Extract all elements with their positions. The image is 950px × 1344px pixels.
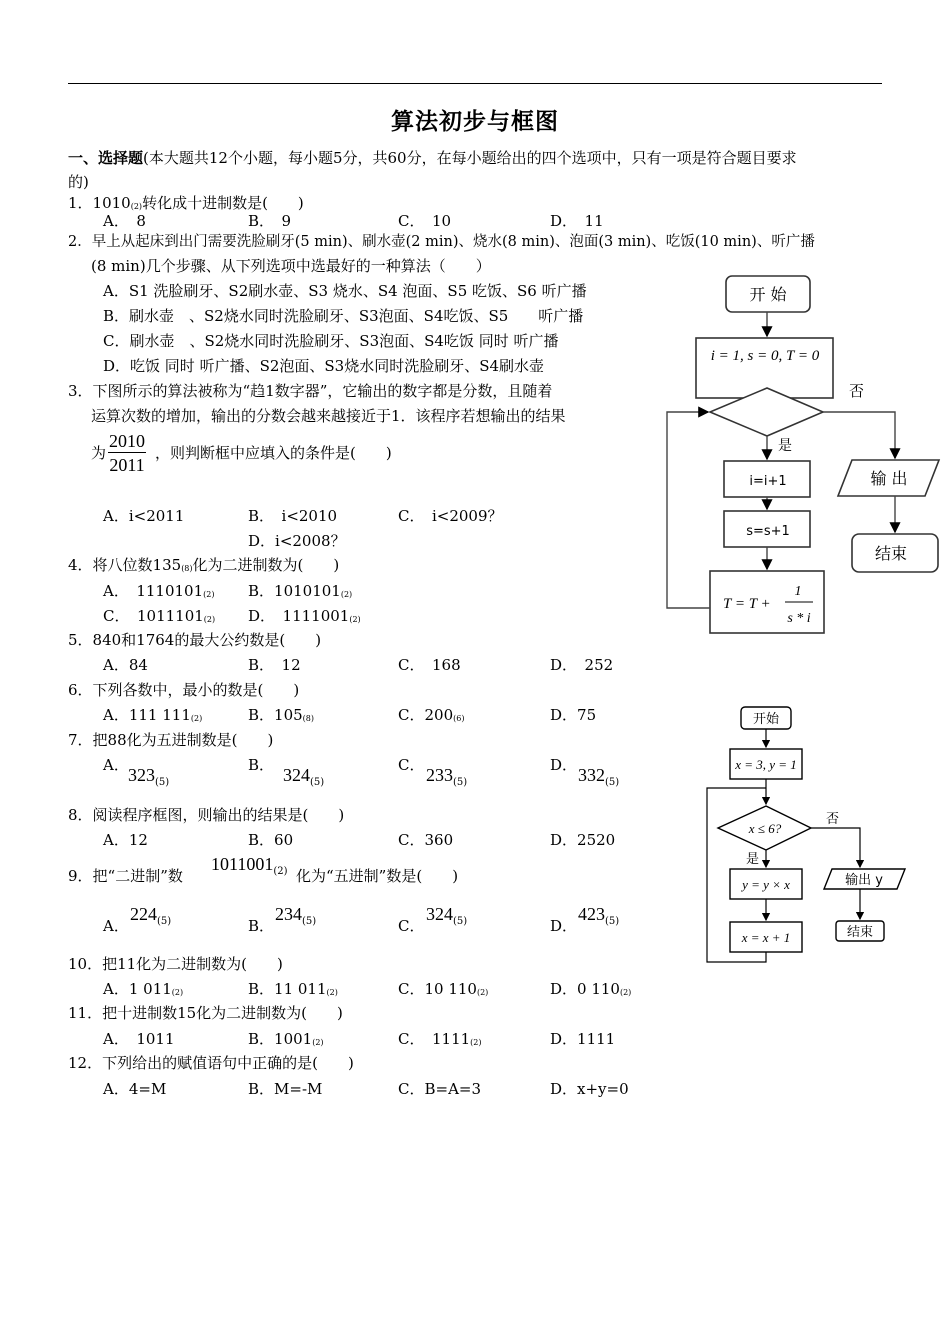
fc2-output-label: 输出 y <box>845 873 883 888</box>
q3-option-a: A．i<2011 <box>103 507 185 525</box>
q7-option-a-sub: (5) <box>155 777 170 788</box>
q9-binary-sub: (2) <box>273 866 288 877</box>
q7-option-c-value <box>426 765 467 793</box>
q1-option-c: C． 10 <box>398 212 452 230</box>
q9-option-d-sub: (5) <box>605 916 620 927</box>
fc2-end-label: 结束 <box>846 925 874 940</box>
fc1-i-label: i=i+1 <box>749 474 787 489</box>
q8-option-d: D．2520 <box>550 831 616 849</box>
q4-option-d-sub: (2) <box>349 615 361 624</box>
q12-option-a: A．4=M <box>103 1080 167 1098</box>
q9-option-a-num: 224 <box>130 904 157 924</box>
q10-option-b <box>248 979 338 1003</box>
q12-option-b: B．M=-M <box>248 1080 323 1098</box>
q8-question: 8．阅读程序框图，则输出的结果是( ) <box>68 806 345 824</box>
q9-option-a-sub: (5) <box>157 916 172 927</box>
q8-option-a: A．12 <box>103 831 148 849</box>
section-head: 一、选择题 <box>68 149 144 167</box>
q3-option-c: C． i<2009？ <box>398 507 503 525</box>
fc2-y-label: y = y × x <box>742 877 790 892</box>
q2-option-d: D．吃饭 同时 听广播、S2泡面、S3烧水同时洗脸刷牙、S4刷水壶 <box>103 357 545 375</box>
q11-option-a: A． 1011 <box>103 1030 175 1048</box>
q9-option-c-sub: (5) <box>453 916 468 927</box>
q2-line-1: 2．早上从起床到出门需要洗脸刷牙(5 min)、刷水壶(2 min)、烧水(8 min)、泡面(3 min)、吃饭(10 min)、听广播 <box>68 234 815 250</box>
q10-option-b-sub: (2) <box>326 988 338 997</box>
q9-option-a-label: A． <box>103 917 129 935</box>
q9-option-a-value <box>130 904 171 932</box>
q9-option-c-label: C． <box>398 917 425 935</box>
fc1-no-label: 否 <box>849 382 865 400</box>
flowchart-q8 <box>700 700 915 970</box>
fc2-yes-label: 是 <box>746 852 760 867</box>
q4-option-a <box>103 581 214 605</box>
fc1-formula-num: 1 <box>794 584 802 599</box>
q5-option-b: B． 12 <box>248 656 301 674</box>
q11-option-c-sub: (2) <box>470 1038 482 1047</box>
fc1-formula-lhs: T = T + <box>723 596 771 612</box>
q3-line-3b: ，则判断框中应填入的条件是( ) <box>155 444 392 462</box>
q1-option-a: A． 8 <box>103 212 146 230</box>
q11-option-b-text: B．1001 <box>248 1030 313 1048</box>
q10-option-c-text: C．10 110 <box>398 980 477 998</box>
q9-option-c-num: 324 <box>426 904 453 924</box>
q10-option-d-text: D．0 110 <box>550 980 620 998</box>
q4-option-b-sub: (2) <box>340 590 353 599</box>
q7-option-d-value <box>578 765 619 793</box>
q6-option-c-text: C．200 <box>398 706 454 724</box>
q2-option-c: C．刷水壶 、S2烧水同时洗脸刷牙、S3泡面、S4吃饭 同时 听广播 <box>103 332 559 350</box>
q7-option-a-value <box>128 765 169 793</box>
page-title: 算法初步与框图 <box>391 109 559 135</box>
q9-binary-num: 1011001 <box>211 854 274 874</box>
q6-option-d: D．75 <box>550 706 597 724</box>
q2-option-b: B．刷水壶 、S2烧水同时洗脸刷牙、S3泡面、S4吃饭、S5 听广播 <box>103 307 584 325</box>
fc1-end-label: 结束 <box>874 544 908 563</box>
q7-option-c-num: 233 <box>426 765 453 785</box>
q9-option-b-label: B． <box>248 917 275 935</box>
q4-option-b <box>248 581 352 605</box>
q10-question: 10．把11化为二进制数为( ) <box>68 955 283 973</box>
q10-option-c <box>398 979 488 1003</box>
section-heading <box>68 148 797 168</box>
q11-option-c <box>398 1029 482 1053</box>
section-note-1: (本大题共12个小题，每小题5分，共60分，在每小题给出的四个选项中，只有一项是符合题目要求 <box>143 149 797 167</box>
q1-text-b: 转化成十进制数是( ) <box>142 194 304 212</box>
question-4 <box>68 555 339 579</box>
q7-option-b-value <box>283 765 324 793</box>
q6-option-b-text: B．105 <box>248 706 303 724</box>
q6-option-a-text: A．111 111 <box>103 706 191 724</box>
q10-option-b-text: B．11 011 <box>248 980 327 998</box>
q12-question: 12．下列给出的赋值语句中正确的是( ) <box>68 1054 354 1072</box>
q4-option-d-text: D． 1111001 <box>248 607 350 625</box>
q7-option-b-sub: (5) <box>310 777 325 788</box>
q4-text-a: 4．将八位数135 <box>68 556 182 574</box>
q4-option-b-text: B．1010101 <box>248 582 341 600</box>
q9-option-c-value <box>426 904 467 932</box>
q11-option-b <box>248 1029 324 1053</box>
q12-option-d: D．x+y=0 <box>550 1080 629 1098</box>
q10-option-a-text: A．1 011 <box>103 980 172 998</box>
q6-option-b-sub: (8) <box>302 714 314 723</box>
q10-option-a <box>103 979 183 1003</box>
fc2-no-label: 否 <box>826 812 840 827</box>
q9-option-d-value <box>578 904 619 932</box>
q9-option-d-num: 423 <box>578 904 605 924</box>
q10-option-d-sub: (2) <box>619 988 632 997</box>
q5-option-d: D． 252 <box>550 656 614 674</box>
fc1-yes-label: 是 <box>778 438 792 454</box>
q4-sub: (8) <box>181 564 193 573</box>
section-note-2: 的) <box>68 173 89 191</box>
q1-option-b: B． 9 <box>248 212 292 230</box>
q1-sub: (2) <box>130 202 143 211</box>
q6-option-c <box>398 705 464 729</box>
q7-option-c-sub: (5) <box>453 777 468 788</box>
fc1-s-label: s=s+1 <box>746 524 790 539</box>
q4-option-c <box>103 606 215 630</box>
q3-option-b: B． i<2010 <box>248 507 338 525</box>
q3-fraction-den: 2011 <box>109 455 145 475</box>
fc1-start-label: 开 始 <box>749 285 787 304</box>
fc2-x-label: x = x + 1 <box>741 930 791 945</box>
q3-option-d: D．i<2008？ <box>248 532 346 550</box>
q3-line-3a: 为 <box>91 444 107 462</box>
fc1-output-label: 输 出 <box>870 469 908 488</box>
q7-option-d-label: D． <box>550 756 578 774</box>
q6-question: 6．下列各数中，最小的数是( ) <box>68 681 300 699</box>
q3-fraction <box>108 430 146 477</box>
q9-text-b: 化为“五进制”数是( ) <box>296 867 459 885</box>
q10-option-d <box>550 979 631 1003</box>
q8-option-c: C．360 <box>398 831 454 849</box>
fc2-cond-label: x ≤ 6? <box>748 821 782 836</box>
q6-option-a <box>103 705 202 729</box>
q7-question: 7．把88化为五进制数是( ) <box>68 731 274 749</box>
q10-option-c-sub: (2) <box>476 988 489 997</box>
q6-option-c-sub: (6) <box>453 714 465 723</box>
q4-option-c-text: C． 1011101 <box>103 607 204 625</box>
fc1-formula-den: s * i <box>787 611 811 626</box>
q4-option-d <box>248 606 361 630</box>
q7-option-a-label: A． <box>103 756 129 774</box>
q4-text-b: 化为二进制数为( ) <box>192 556 340 574</box>
q5-option-c: C． 168 <box>398 656 461 674</box>
fc1-init-label: i = 1, s = 0, T = 0 <box>710 348 820 364</box>
q9-text-a: 9．把“二进制”数 <box>68 867 183 885</box>
q12-option-c: C．B=A=3 <box>398 1080 482 1098</box>
q4-option-a-sub: (2) <box>203 590 215 599</box>
q4-option-a-text: A． 1110101 <box>103 582 204 600</box>
fc2-start-label: 开始 <box>752 712 780 727</box>
q9-option-b-sub: (5) <box>302 916 317 927</box>
q9-option-b-value <box>275 904 316 932</box>
q11-option-d: D．1111 <box>550 1030 616 1048</box>
q2-line-2: (8 min)几个步骤、从下列选项中选最好的一种算法（ ） <box>91 257 491 275</box>
q3-fraction-num: 2010 <box>109 431 145 451</box>
q9-binary-value <box>211 854 288 882</box>
q9-option-d-label: D． <box>550 917 578 935</box>
q3-line-2: 运算次数的增加，输出的分数会越来越接近于1．该程序若想输出的结果 <box>91 407 566 425</box>
q5-option-a: A．84 <box>103 656 148 674</box>
q7-option-c-label: C． <box>398 756 425 774</box>
q9-option-b-num: 234 <box>275 904 302 924</box>
q7-option-b-label: B． <box>248 756 275 774</box>
q7-option-b-num: 324 <box>283 765 310 785</box>
q11-question: 11．把十进制数15化为二进制数为( ) <box>68 1004 343 1022</box>
q10-option-a-sub: (2) <box>171 988 184 997</box>
q11-option-b-sub: (2) <box>312 1038 324 1047</box>
q4-option-c-sub: (2) <box>203 615 216 624</box>
q7-option-d-sub: (5) <box>605 777 620 788</box>
fc2-init-label: x = 3, y = 1 <box>735 757 797 772</box>
q6-option-a-sub: (2) <box>190 714 203 723</box>
q7-option-a-num: 323 <box>128 765 155 785</box>
q1-text-a: 1．1010 <box>68 194 131 212</box>
q5-question: 5．840和1764的最大公约数是( ) <box>68 631 322 649</box>
q7-option-d-num: 332 <box>578 765 605 785</box>
q8-option-b: B．60 <box>248 831 294 849</box>
q3-line-1: 3．下图所示的算法被称为“趋1数字器”，它输出的数字都是分数，且随着 <box>68 382 553 400</box>
q6-option-b <box>248 705 314 729</box>
flowchart-q3 <box>655 270 945 640</box>
top-rule <box>68 83 882 84</box>
q11-option-c-text: C． 1111 <box>398 1030 471 1048</box>
q2-option-a: A．S1 洗脸刷牙、S2刷水壶、S3 烧水、S4 泡面、S5 吃饭、S6 听广播 <box>103 282 587 300</box>
q1-option-d: D． 11 <box>550 212 604 230</box>
